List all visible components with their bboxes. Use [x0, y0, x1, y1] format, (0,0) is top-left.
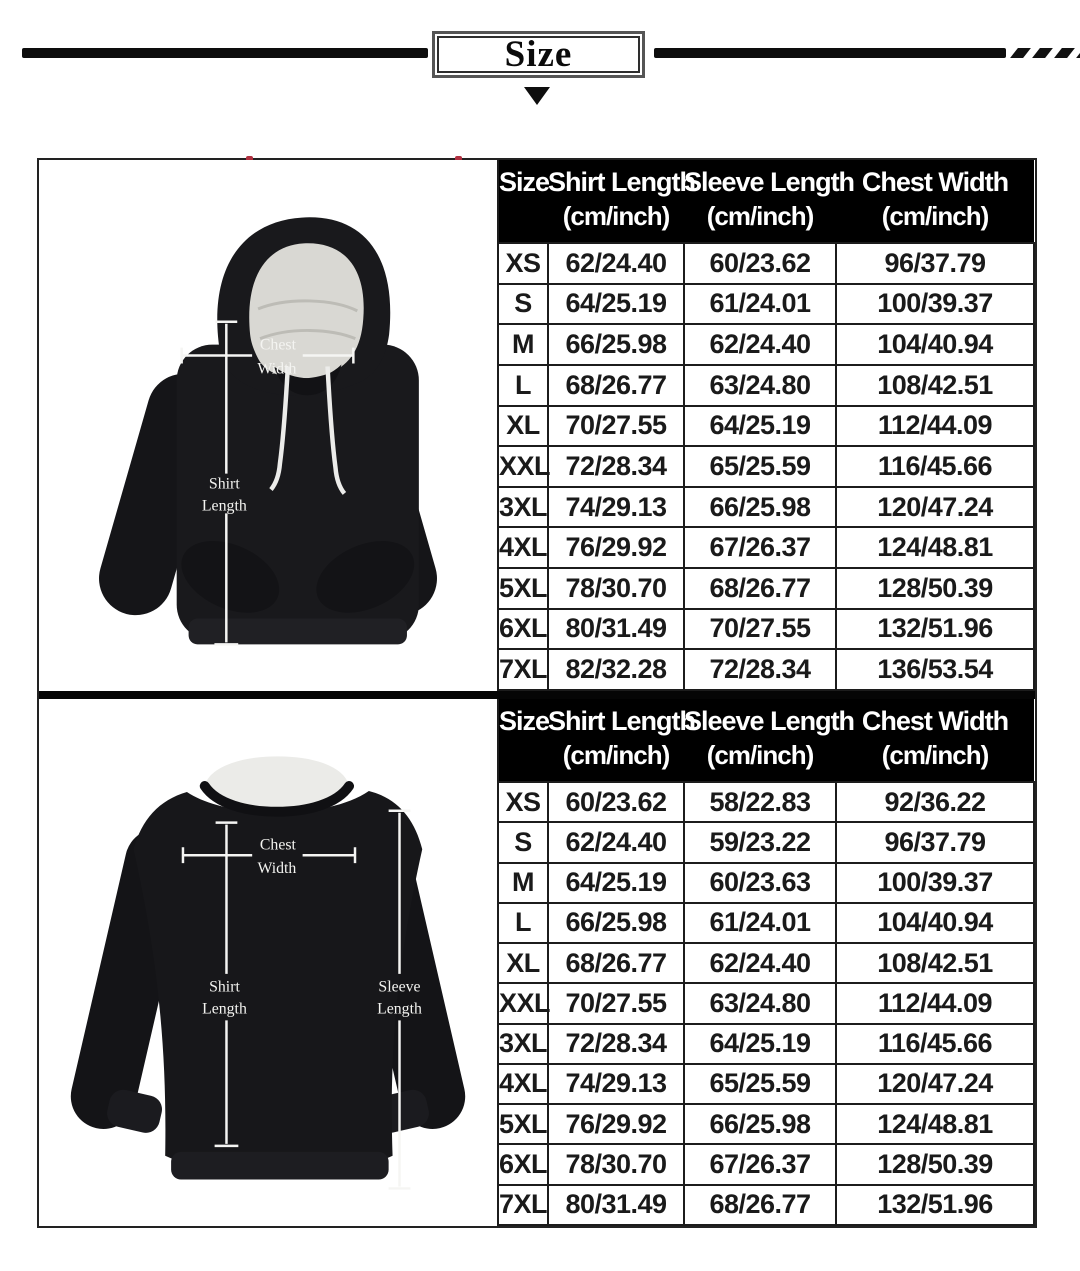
col-unit: (cm/inch) — [562, 200, 670, 231]
size-cell: L — [498, 903, 548, 943]
measurement-cell: 128/50.39 — [836, 1144, 1034, 1184]
dash-icon — [1010, 48, 1031, 58]
measurement-cell: 68/26.77 — [548, 943, 684, 983]
size-cell: 3XL — [498, 487, 548, 528]
size-row — [498, 243, 1034, 284]
chest-width-label: Width — [257, 860, 297, 878]
measurement-cell: 132/51.96 — [836, 1185, 1034, 1225]
shirt-length-label: Shirt — [209, 978, 240, 996]
measurement-cell: 116/45.66 — [836, 446, 1034, 487]
col-header-chest-width — [836, 699, 1034, 782]
col-title: Chest Width — [861, 167, 1009, 197]
measurement-cell: 64/25.19 — [684, 1024, 836, 1064]
measurement-cell: 78/30.70 — [548, 568, 684, 609]
size-row — [498, 863, 1034, 903]
size-cell: L — [498, 365, 548, 406]
col-header-sleeve-length — [684, 699, 855, 782]
shirt-length-label: Length — [202, 1000, 247, 1018]
size-cell: 7XL — [498, 1185, 548, 1225]
measurement-cell: 58/22.83 — [684, 782, 836, 822]
size-row — [498, 782, 1034, 822]
measurement-cell: 60/23.63 — [684, 863, 836, 903]
measurement-cell: 104/40.94 — [836, 324, 1034, 365]
col-unit: (cm/inch) — [881, 739, 989, 770]
measurement-cell: 63/24.80 — [684, 365, 836, 406]
size-cell: M — [498, 324, 548, 365]
measurement-cell: 59/23.22 — [684, 822, 836, 862]
measurement-cell: 70/27.55 — [684, 609, 836, 650]
measurement-cell: 62/24.40 — [548, 822, 684, 862]
shirt-length-label: Length — [201, 497, 247, 515]
chest-width-label: Chest — [259, 336, 297, 354]
size-row — [498, 1064, 1034, 1104]
size-cell: 6XL — [498, 609, 548, 650]
size-cell: XS — [498, 243, 548, 284]
measurement-cell: 80/31.49 — [548, 1185, 684, 1225]
size-row — [498, 649, 1034, 690]
size-row — [498, 1024, 1034, 1064]
measurement-cell: 108/42.51 — [836, 943, 1034, 983]
hoodie-size-table — [497, 160, 1035, 691]
table-body — [498, 243, 1034, 690]
col-title: Shirt Length — [548, 706, 695, 736]
hoodie-figure — [39, 160, 497, 691]
chest-width-label: Chest — [259, 836, 296, 854]
col-title: Chest Width — [861, 706, 1009, 736]
size-cell: M — [498, 863, 548, 903]
table-header — [498, 699, 1034, 782]
size-row — [498, 446, 1034, 487]
measurement-cell: 68/26.77 — [684, 1185, 836, 1225]
hoodie-garment — [90, 217, 445, 644]
measurement-cell: 66/25.98 — [684, 1104, 836, 1144]
col-title: Size — [499, 167, 550, 197]
banner-dashes — [1014, 48, 1080, 58]
size-cell: S — [498, 284, 548, 325]
measurement-cell: 76/29.92 — [548, 527, 684, 568]
measurement-cell: 72/28.34 — [548, 446, 684, 487]
col-unit: (cm/inch) — [706, 739, 814, 770]
hoodie-illustration — [39, 160, 497, 691]
measurement-cell: 100/39.37 — [836, 284, 1034, 325]
col-unit: (cm/inch) — [881, 200, 989, 231]
size-cell: 3XL — [498, 1024, 548, 1064]
dash-icon — [1032, 48, 1053, 58]
size-cell: 7XL — [498, 649, 548, 690]
hoodie-table-cell — [497, 160, 1035, 691]
size-cell: 4XL — [498, 527, 548, 568]
measurement-cell: 67/26.37 — [684, 1144, 836, 1184]
measurement-cell: 64/25.19 — [548, 863, 684, 903]
size-cell: S — [498, 822, 548, 862]
size-cell: XS — [498, 782, 548, 822]
size-cell: 6XL — [498, 1144, 548, 1184]
chest-width-label: Width — [257, 360, 297, 378]
measurement-cell: 92/36.22 — [836, 782, 1034, 822]
measurement-cell: 120/47.24 — [836, 487, 1034, 528]
measurement-cell: 70/27.55 — [548, 983, 684, 1023]
measurement-cell: 62/24.40 — [684, 324, 836, 365]
size-row — [498, 324, 1034, 365]
col-header-shirt-length — [548, 699, 695, 782]
measurement-cell: 72/28.34 — [548, 1024, 684, 1064]
measurement-cell: 70/27.55 — [548, 406, 684, 447]
size-row — [498, 983, 1034, 1023]
sweatshirt-size-table — [497, 699, 1035, 1226]
size-row — [498, 365, 1034, 406]
measurement-cell: 136/53.54 — [836, 649, 1034, 690]
measurement-cell: 112/44.09 — [836, 983, 1034, 1023]
dash-icon — [1054, 48, 1075, 58]
sleeve-length-label: Sleeve — [378, 978, 421, 996]
col-header-size — [498, 699, 548, 782]
size-row — [498, 609, 1034, 650]
size-cell: 5XL — [498, 568, 548, 609]
measurement-cell: 67/26.37 — [684, 527, 836, 568]
measurement-cell: 78/30.70 — [548, 1144, 684, 1184]
measurement-cell: 74/29.13 — [548, 1064, 684, 1104]
size-row — [498, 903, 1034, 943]
measurement-cell: 112/44.09 — [836, 406, 1034, 447]
size-row — [498, 1144, 1034, 1184]
size-title-box — [432, 31, 645, 78]
banner-rule-left — [22, 48, 428, 58]
col-title: Shirt Length — [548, 167, 695, 197]
measurement-cell: 80/31.49 — [548, 609, 684, 650]
measurement-cell: 96/37.79 — [836, 822, 1034, 862]
sweatshirt-illustration — [39, 699, 497, 1226]
chevron-down-icon — [524, 87, 550, 105]
measurement-cell: 66/25.98 — [548, 903, 684, 943]
size-cell: XL — [498, 406, 548, 447]
col-header-chest-width — [836, 160, 1034, 243]
measurement-cell: 60/23.62 — [548, 782, 684, 822]
size-row — [498, 284, 1034, 325]
measurement-cell: 100/39.37 — [836, 863, 1034, 903]
measurement-cell: 68/26.77 — [684, 568, 836, 609]
measurement-cell: 65/25.59 — [684, 1064, 836, 1104]
col-title: Sleeve Length — [684, 167, 855, 197]
size-row — [498, 1104, 1034, 1144]
measurement-cell: 104/40.94 — [836, 903, 1034, 943]
measurement-cell: 62/24.40 — [548, 243, 684, 284]
size-banner — [0, 0, 1080, 120]
sleeve-length-label: Length — [377, 1000, 422, 1018]
hood-lining — [249, 243, 363, 378]
sweatshirt-table-cell — [497, 699, 1035, 1226]
table-header — [498, 160, 1034, 243]
size-title-box-inner — [437, 36, 640, 73]
shirt-length-label: Shirt — [208, 475, 240, 493]
measurement-cell: 82/32.28 — [548, 649, 684, 690]
size-cell: XL — [498, 943, 548, 983]
measurement-cell: 72/28.34 — [684, 649, 836, 690]
measurement-cell: 120/47.24 — [836, 1064, 1034, 1104]
measurement-cell: 124/48.81 — [836, 527, 1034, 568]
col-title: Sleeve Length — [684, 706, 855, 736]
col-title: Size — [499, 706, 550, 736]
sweatshirt-garment — [64, 756, 471, 1179]
measurement-cell: 116/45.66 — [836, 1024, 1034, 1064]
hoodie-section — [39, 160, 1035, 691]
measurement-cell: 66/25.98 — [548, 324, 684, 365]
col-header-size — [498, 160, 548, 243]
measurement-cell: 128/50.39 — [836, 568, 1034, 609]
size-cell: XXL — [498, 446, 548, 487]
size-row — [498, 568, 1034, 609]
measurement-cell: 64/25.19 — [548, 284, 684, 325]
measurement-cell: 60/23.62 — [684, 243, 836, 284]
content-frame — [37, 158, 1037, 1228]
measurement-cell: 64/25.19 — [684, 406, 836, 447]
size-row — [498, 406, 1034, 447]
measurement-cell: 68/26.77 — [548, 365, 684, 406]
col-unit: (cm/inch) — [562, 739, 670, 770]
measurement-cell: 63/24.80 — [684, 983, 836, 1023]
size-row — [498, 527, 1034, 568]
measurement-cell: 61/24.01 — [684, 284, 836, 325]
size-cell: XXL — [498, 983, 548, 1023]
size-row — [498, 1185, 1034, 1225]
measurement-cell: 66/25.98 — [684, 487, 836, 528]
measurement-cell: 76/29.92 — [548, 1104, 684, 1144]
measurement-cell: 108/42.51 — [836, 365, 1034, 406]
size-row — [498, 822, 1034, 862]
measurement-cell: 124/48.81 — [836, 1104, 1034, 1144]
size-row — [498, 943, 1034, 983]
size-cell: 5XL — [498, 1104, 548, 1144]
size-title: Size — [504, 34, 573, 75]
measurement-cell: 62/24.40 — [684, 943, 836, 983]
measurement-cell: 132/51.96 — [836, 609, 1034, 650]
size-cell: 4XL — [498, 1064, 548, 1104]
sweatshirt-figure — [39, 699, 497, 1226]
sweatshirt-section — [39, 691, 1035, 1226]
measurement-cell: 96/37.79 — [836, 243, 1034, 284]
table-body — [498, 782, 1034, 1225]
col-header-sleeve-length — [684, 160, 855, 243]
measurement-cell: 65/25.59 — [684, 446, 836, 487]
measurement-cell: 74/29.13 — [548, 487, 684, 528]
col-unit: (cm/inch) — [706, 200, 814, 231]
dash-icon — [1076, 48, 1080, 58]
banner-rule-right — [654, 48, 1006, 58]
size-row — [498, 487, 1034, 528]
col-header-shirt-length — [548, 160, 695, 243]
measurement-cell: 61/24.01 — [684, 903, 836, 943]
